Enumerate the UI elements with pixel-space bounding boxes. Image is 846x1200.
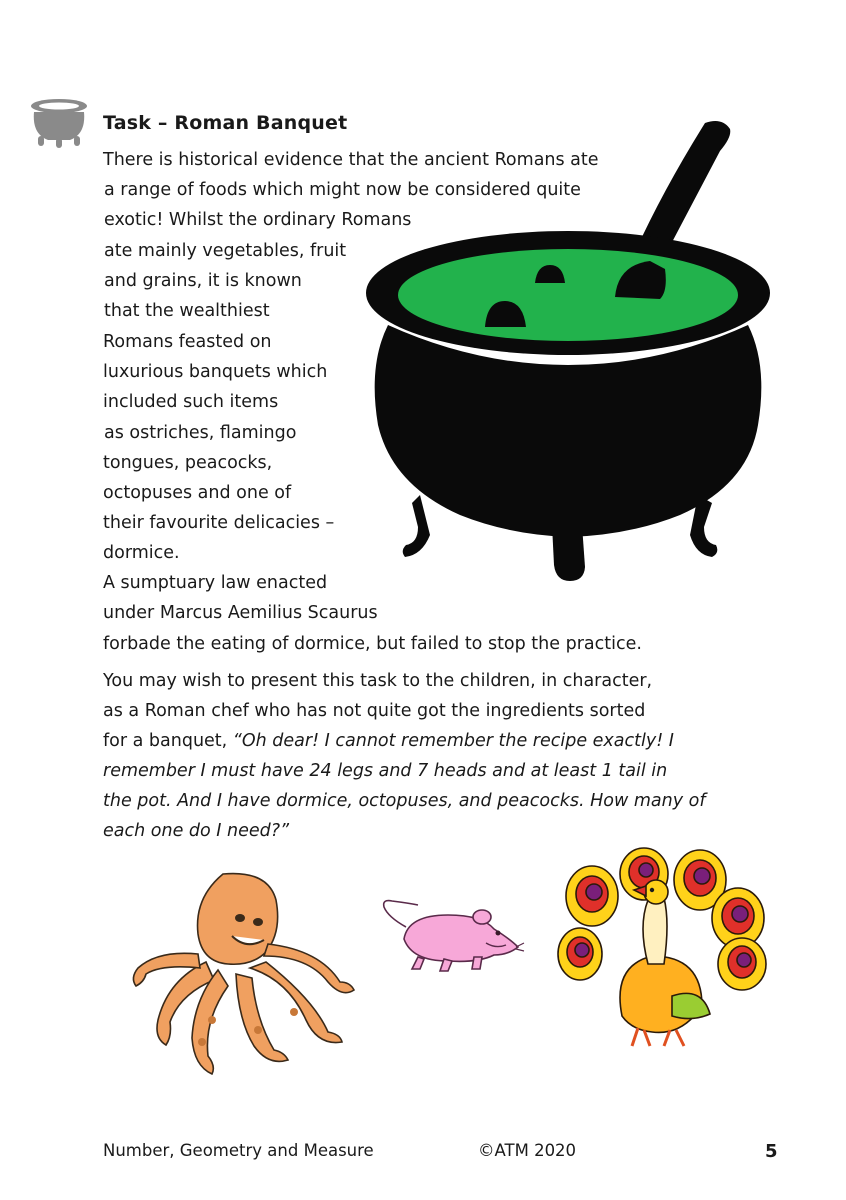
body-line: Romans feasted on: [103, 332, 272, 352]
body-line: under Marcus Aemilius Scaurus: [103, 603, 378, 623]
body-line: There is historical evidence that the ancient Romans ate: [103, 150, 599, 170]
footer-book-title: Number, Geometry and Measure: [103, 1141, 374, 1160]
body-line: dormice.: [103, 543, 180, 563]
body-line: their favourite delicacies –: [103, 513, 335, 533]
body-line: a range of foods which might now be considered quite: [104, 180, 581, 200]
peacock-illustration: [552, 846, 774, 1051]
body-text: for a banquet,: [103, 731, 233, 751]
body-line: as a Roman chef who has not quite got the ingredients sorted: [103, 701, 646, 721]
cauldron-illustration: [360, 115, 780, 590]
body-line: forbade the eating of dormice, but failed to stop the practice.: [103, 634, 642, 654]
body-line: You may wish to present this task to the children, in character,: [103, 671, 653, 691]
dormouse-illustration: [378, 895, 526, 975]
body-line: and grains, it is known: [104, 271, 302, 291]
octopus-illustration: [128, 870, 360, 1082]
task-title: Task – Roman Banquet: [103, 112, 348, 134]
body-line: [103, 730, 674, 752]
body-line: as ostriches, flamingo: [104, 423, 297, 443]
footer-copyright: ©ATM 2020: [478, 1141, 577, 1160]
body-line: exotic! Whilst the ordinary Romans: [104, 210, 412, 230]
quote-line: remember I must have 24 legs and 7 heads and at least 1 tail in: [103, 761, 668, 781]
cauldron-icon: [28, 96, 90, 150]
body-line: ate mainly vegetables, fruit: [104, 241, 347, 261]
body-line: luxurious banquets which: [103, 362, 328, 382]
body-line: included such items: [103, 392, 279, 412]
quote-line: each one do I need?”: [103, 821, 290, 841]
page-number: 5: [765, 1141, 778, 1162]
quote-text: “Oh dear! I cannot remember the recipe exactly! I: [232, 731, 674, 751]
body-line: that the wealthiest: [104, 301, 270, 321]
body-line: octopuses and one of: [103, 483, 292, 503]
body-line: A sumptuary law enacted: [103, 573, 328, 593]
body-line: tongues, peacocks,: [103, 453, 273, 473]
quote-line: the pot. And I have dormice, octopuses, and peacocks. How many of: [103, 791, 706, 811]
